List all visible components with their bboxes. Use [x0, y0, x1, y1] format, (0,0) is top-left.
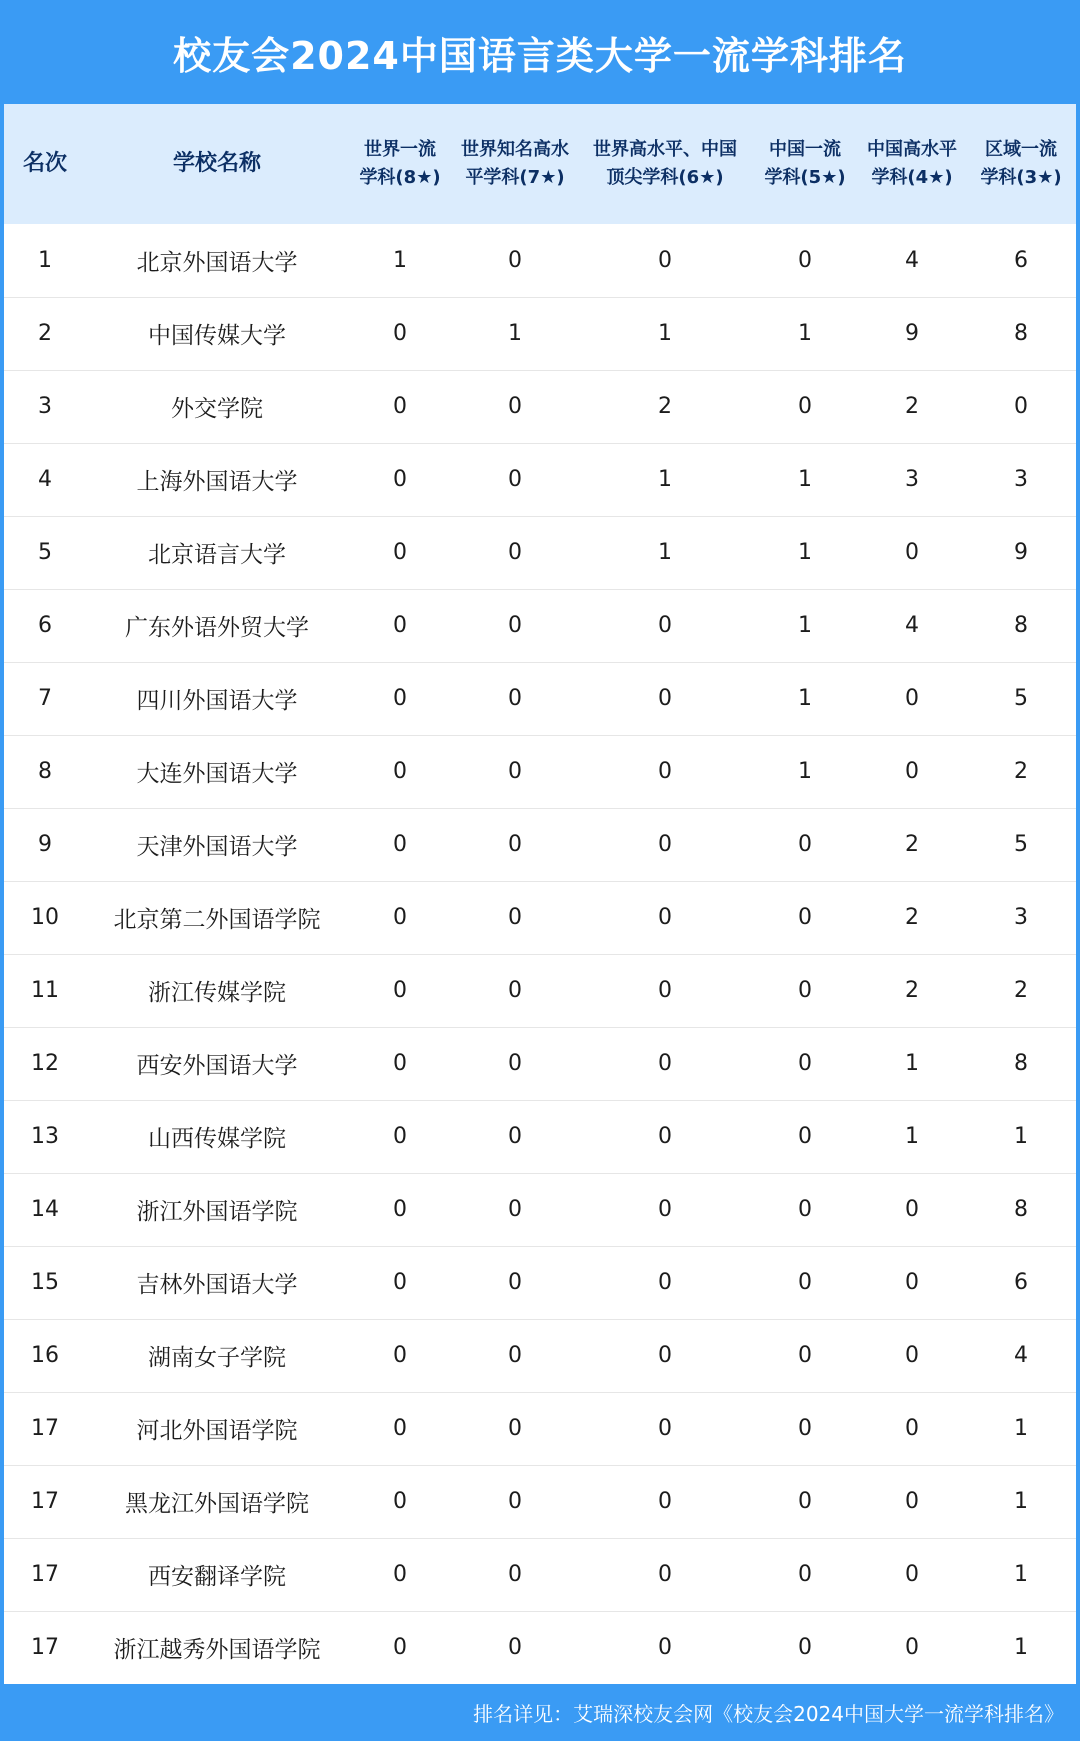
count-4star-cell: 3 [858, 443, 966, 516]
count-7star-cell: 0 [452, 443, 578, 516]
count-4star-cell: 0 [858, 1465, 966, 1538]
count-3star-cell: 6 [966, 224, 1076, 297]
count-5star-cell: 0 [752, 881, 858, 954]
school-name-cell: 黑龙江外国语学院 [86, 1465, 348, 1538]
count-7star-cell: 0 [452, 1538, 578, 1611]
count-8star-cell: 0 [348, 589, 452, 662]
rank-cell: 7 [4, 662, 86, 735]
count-4star-cell: 0 [905, 1635, 919, 1661]
count-8star-cell: 0 [348, 1392, 452, 1465]
count-6star-cell: 0 [578, 1027, 752, 1100]
col-header-3star: 区域一流 学科(3★) [980, 139, 1062, 188]
count-6star-cell: 0 [578, 1100, 752, 1173]
count-8star-cell: 0 [348, 1319, 452, 1392]
count-3star-cell: 9 [966, 516, 1076, 589]
count-4star-cell: 4 [858, 224, 966, 297]
count-7star-cell: 0 [452, 1465, 578, 1538]
count-3star-cell: 2 [966, 954, 1076, 1027]
table-row [4, 516, 1076, 589]
count-4star-cell: 2 [858, 370, 966, 443]
count-3star-cell: 0 [966, 370, 1076, 443]
count-3star-cell: 3 [966, 881, 1076, 954]
count-6star-cell: 0 [658, 1635, 672, 1661]
count-6star-cell: 0 [578, 954, 752, 1027]
count-3star-cell: 6 [966, 1246, 1076, 1319]
count-6star-cell: 1 [578, 297, 752, 370]
rank-cell: 9 [4, 808, 86, 881]
count-5star-cell: 0 [752, 1027, 858, 1100]
rank-cell: 10 [4, 881, 86, 954]
count-5star-cell: 1 [752, 297, 858, 370]
count-4star-cell: 0 [858, 516, 966, 589]
count-5star-cell: 0 [752, 1319, 858, 1392]
table-row [4, 881, 1076, 954]
count-7star-cell: 0 [452, 1100, 578, 1173]
count-7star-cell: 0 [452, 954, 578, 1027]
school-name-cell: 中国传媒大学 [86, 297, 348, 370]
rank-cell: 16 [4, 1319, 86, 1392]
count-3star-cell: 1 [966, 1465, 1076, 1538]
count-5star-cell: 1 [752, 735, 858, 808]
table-row [4, 1246, 1076, 1319]
count-8star-cell: 0 [348, 735, 452, 808]
rank-cell: 17 [4, 1538, 86, 1611]
count-6star-cell: 0 [578, 1392, 752, 1465]
count-5star-cell: 1 [752, 662, 858, 735]
table-body [4, 224, 1076, 1684]
count-6star-cell: 0 [578, 589, 752, 662]
rank-cell: 11 [4, 954, 86, 1027]
count-3star-cell: 5 [966, 808, 1076, 881]
rank-cell: 3 [4, 370, 86, 443]
count-6star-cell: 0 [578, 662, 752, 735]
col-header-8star: 世界一流 学科(8★) [359, 139, 441, 188]
count-8star-cell: 0 [348, 1538, 452, 1611]
count-8star-cell: 0 [348, 881, 452, 954]
count-6star-cell: 0 [578, 1465, 752, 1538]
count-3star-cell: 4 [966, 1319, 1076, 1392]
count-7star-cell: 0 [452, 589, 578, 662]
table-header-row [4, 104, 1076, 224]
table-row [4, 1392, 1076, 1465]
table-row [4, 224, 1076, 297]
count-4star-cell: 0 [858, 1246, 966, 1319]
count-4star-cell: 0 [858, 1319, 966, 1392]
school-name-cell: 吉林外国语大学 [86, 1246, 348, 1319]
count-6star-cell: 0 [578, 1173, 752, 1246]
school-name-cell: 北京外国语大学 [86, 224, 348, 297]
table-row [4, 1538, 1076, 1611]
count-7star-cell: 0 [452, 662, 578, 735]
count-7star-cell: 0 [452, 735, 578, 808]
count-8star-cell: 0 [348, 1100, 452, 1173]
count-7star-cell: 0 [452, 224, 578, 297]
count-8star-cell: 0 [348, 1246, 452, 1319]
count-7star-cell: 0 [452, 370, 578, 443]
school-name-cell: 浙江传媒学院 [86, 954, 348, 1027]
count-8star-cell: 0 [348, 297, 452, 370]
count-3star-cell: 8 [966, 297, 1076, 370]
ranking-card [4, 104, 1076, 1684]
count-3star-cell: 1 [1014, 1635, 1028, 1661]
count-4star-cell: 0 [858, 1173, 966, 1246]
table-row [4, 1027, 1076, 1100]
rank-cell: 1 [4, 224, 86, 297]
table-row [4, 589, 1076, 662]
school-name-cell: 山西传媒学院 [86, 1100, 348, 1173]
school-name-cell: 河北外国语学院 [86, 1392, 348, 1465]
count-8star-cell: 0 [348, 1027, 452, 1100]
count-8star-cell: 0 [393, 1635, 407, 1661]
count-8star-cell: 0 [348, 954, 452, 1027]
table-row [4, 370, 1076, 443]
count-6star-cell: 0 [578, 1246, 752, 1319]
count-3star-cell: 8 [966, 1173, 1076, 1246]
count-7star-cell: 0 [452, 1392, 578, 1465]
school-name-cell: 西安翻译学院 [86, 1538, 348, 1611]
count-5star-cell: 0 [752, 1465, 858, 1538]
count-4star-cell: 4 [858, 589, 966, 662]
school-name-cell: 广东外语外贸大学 [86, 589, 348, 662]
count-4star-cell: 0 [858, 662, 966, 735]
school-name-cell: 北京第二外国语学院 [86, 881, 348, 954]
count-7star-cell: 0 [508, 1635, 522, 1661]
count-6star-cell: 0 [578, 735, 752, 808]
rank-cell: 2 [4, 297, 86, 370]
count-5star-cell: 0 [752, 954, 858, 1027]
rank-cell: 17 [31, 1635, 59, 1661]
count-4star-cell: 1 [858, 1027, 966, 1100]
count-8star-cell: 0 [348, 443, 452, 516]
count-7star-cell: 0 [452, 1319, 578, 1392]
count-5star-cell: 0 [752, 224, 858, 297]
rank-cell: 14 [4, 1173, 86, 1246]
count-7star-cell: 0 [452, 881, 578, 954]
count-8star-cell: 0 [348, 662, 452, 735]
count-3star-cell: 1 [966, 1392, 1076, 1465]
table-row [4, 735, 1076, 808]
count-5star-cell: 0 [752, 1246, 858, 1319]
rank-cell: 8 [4, 735, 86, 808]
table-row [4, 662, 1076, 735]
table-row [4, 443, 1076, 516]
table-row [4, 1173, 1076, 1246]
count-5star-cell: 0 [752, 1392, 858, 1465]
count-7star-cell: 1 [452, 297, 578, 370]
count-8star-cell: 0 [348, 1173, 452, 1246]
school-name-cell: 天津外国语大学 [86, 808, 348, 881]
count-8star-cell: 1 [348, 224, 452, 297]
rank-cell: 4 [4, 443, 86, 516]
count-5star-cell: 1 [752, 516, 858, 589]
rank-cell: 17 [4, 1392, 86, 1465]
table-row [4, 808, 1076, 881]
count-8star-cell: 0 [348, 516, 452, 589]
count-6star-cell: 0 [578, 808, 752, 881]
count-4star-cell: 2 [858, 881, 966, 954]
school-name-cell: 浙江外国语学院 [86, 1173, 348, 1246]
table-row [4, 954, 1076, 1027]
count-4star-cell: 0 [858, 735, 966, 808]
col-header-school: 学校名称 [172, 151, 261, 176]
count-3star-cell: 5 [966, 662, 1076, 735]
count-5star-cell: 0 [752, 1538, 858, 1611]
school-name-cell: 西安外国语大学 [86, 1027, 348, 1100]
table-row [4, 1100, 1076, 1173]
count-4star-cell: 0 [858, 1538, 966, 1611]
count-6star-cell: 0 [578, 881, 752, 954]
count-5star-cell: 1 [752, 443, 858, 516]
count-5star-cell: 0 [752, 808, 858, 881]
school-name-cell: 四川外国语大学 [86, 662, 348, 735]
count-7star-cell: 0 [452, 1173, 578, 1246]
count-4star-cell: 2 [858, 808, 966, 881]
col-header-4star: 中国高水平 学科(4★) [867, 139, 957, 188]
count-6star-cell: 2 [578, 370, 752, 443]
source-note: 排名详见：艾瑞深校友会网《校友会2024中国大学一流学科排名》 [473, 1702, 1064, 1726]
school-name-cell: 湖南女子学院 [86, 1319, 348, 1392]
school-name-cell: 浙江越秀外国语学院 [113, 1637, 321, 1664]
count-6star-cell: 0 [578, 1538, 752, 1611]
count-4star-cell: 0 [858, 1392, 966, 1465]
count-7star-cell: 0 [452, 516, 578, 589]
school-name-cell: 北京语言大学 [86, 516, 348, 589]
school-name-cell: 外交学院 [86, 370, 348, 443]
count-4star-cell: 1 [858, 1100, 966, 1173]
count-4star-cell: 9 [858, 297, 966, 370]
col-header-6star: 世界高水平、中国 顶尖学科(6★) [593, 139, 737, 188]
count-6star-cell: 1 [578, 443, 752, 516]
table-row [4, 297, 1076, 370]
rank-cell: 13 [4, 1100, 86, 1173]
count-8star-cell: 0 [348, 808, 452, 881]
col-header-7star: 世界知名高水 平学科(7★) [461, 139, 569, 188]
col-header-rank: 名次 [22, 151, 67, 176]
count-3star-cell: 1 [966, 1538, 1076, 1611]
count-4star-cell: 2 [858, 954, 966, 1027]
count-6star-cell: 1 [578, 516, 752, 589]
school-name-cell: 大连外国语大学 [86, 735, 348, 808]
count-6star-cell: 0 [578, 224, 752, 297]
count-5star-cell: 0 [752, 370, 858, 443]
rank-cell: 6 [4, 589, 86, 662]
rank-cell: 12 [4, 1027, 86, 1100]
count-5star-cell: 0 [798, 1635, 812, 1661]
count-7star-cell: 0 [452, 1246, 578, 1319]
count-3star-cell: 2 [966, 735, 1076, 808]
count-8star-cell: 0 [348, 1465, 452, 1538]
count-3star-cell: 8 [966, 1027, 1076, 1100]
ranking-table [4, 104, 1076, 1684]
rank-cell: 5 [4, 516, 86, 589]
count-7star-cell: 0 [452, 1027, 578, 1100]
count-5star-cell: 1 [752, 589, 858, 662]
count-3star-cell: 1 [966, 1100, 1076, 1173]
count-3star-cell: 3 [966, 443, 1076, 516]
count-3star-cell: 8 [966, 589, 1076, 662]
rank-cell: 15 [4, 1246, 86, 1319]
count-5star-cell: 0 [752, 1100, 858, 1173]
count-6star-cell: 0 [578, 1319, 752, 1392]
school-name-cell: 上海外国语大学 [86, 443, 348, 516]
table-row [4, 1319, 1076, 1392]
count-5star-cell: 0 [752, 1173, 858, 1246]
rank-cell: 17 [4, 1465, 86, 1538]
table-row [4, 1611, 1076, 1684]
count-7star-cell: 0 [452, 808, 578, 881]
page-title: 校友会2024中国语言类大学一流学科排名 [173, 33, 907, 78]
count-8star-cell: 0 [348, 370, 452, 443]
table-row [4, 1465, 1076, 1538]
col-header-5star: 中国一流 学科(5★) [764, 139, 846, 188]
